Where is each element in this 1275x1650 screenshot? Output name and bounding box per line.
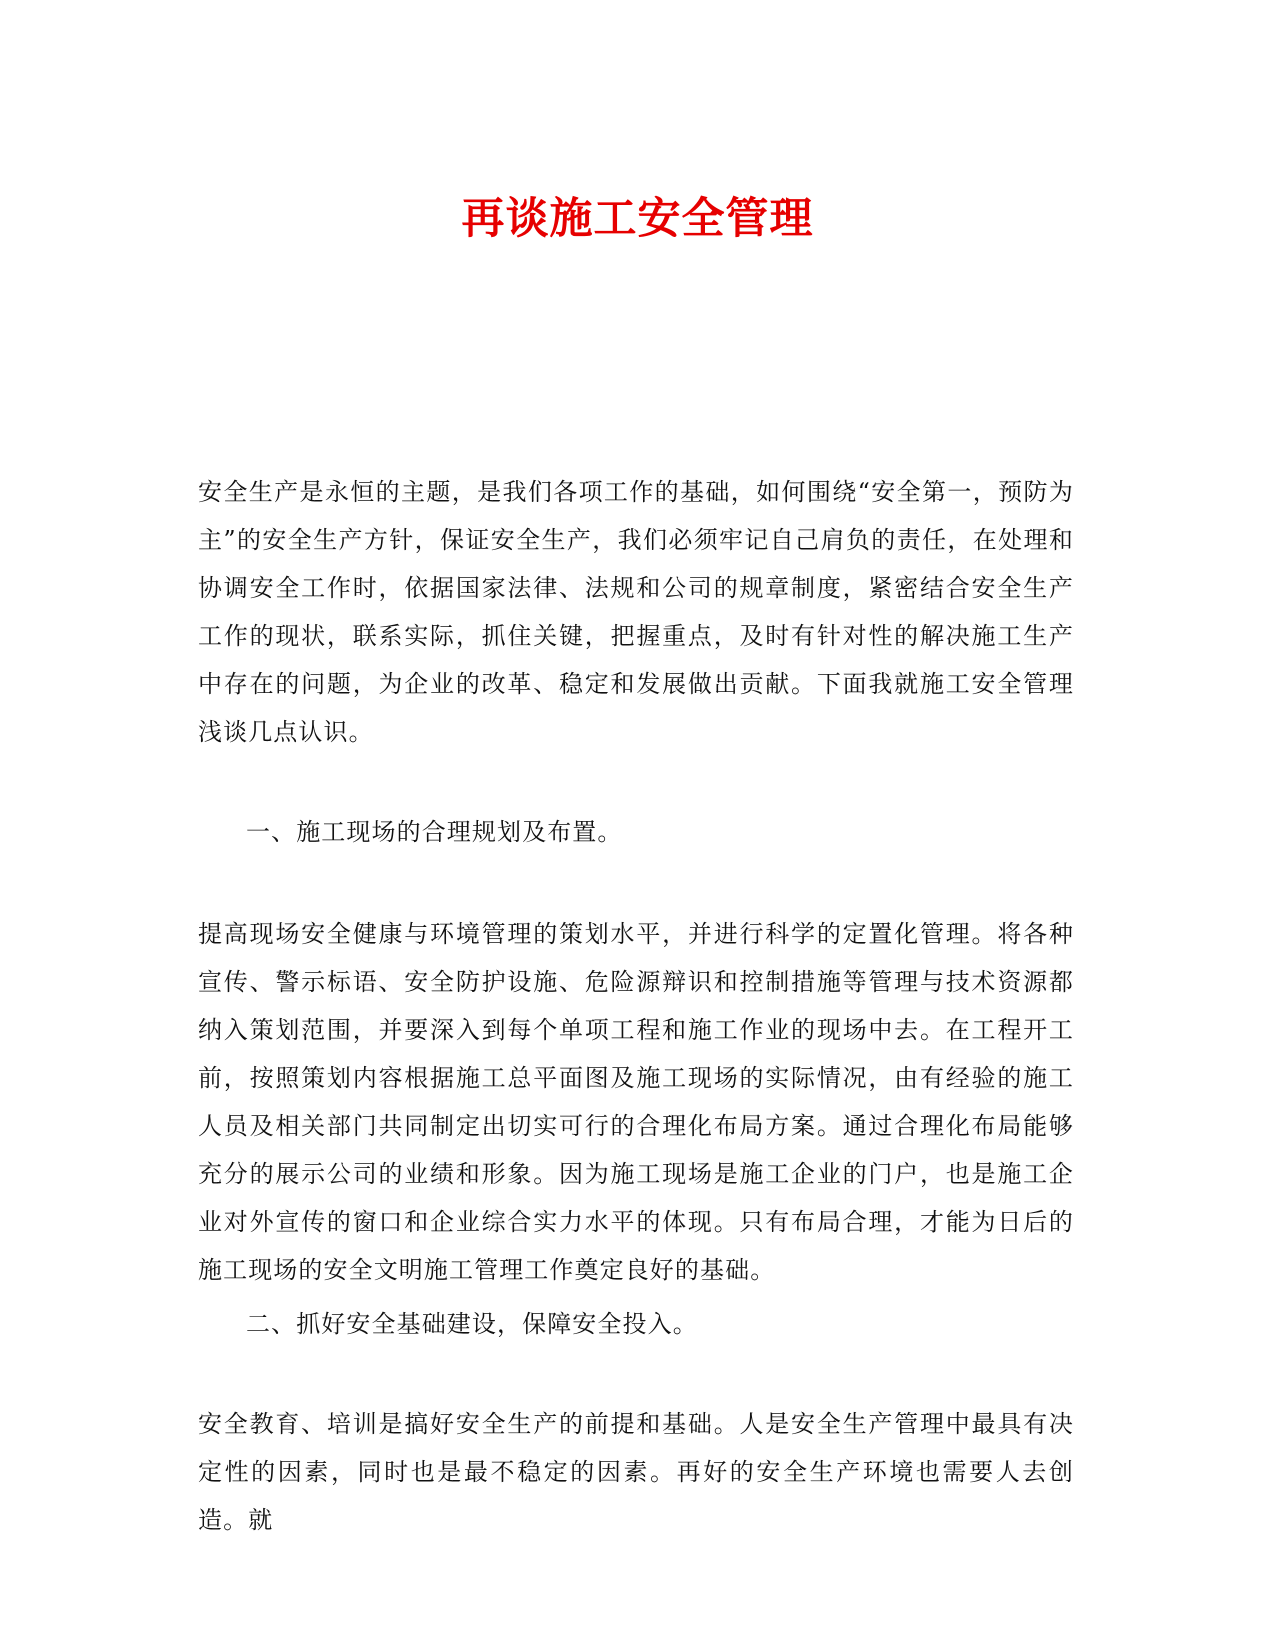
- section-heading-2: 二、抓好安全基础建设，保障安全投入。: [246, 1310, 698, 1338]
- section-paragraph-2: 安全教育、培训是搞好安全生产的前提和基础。人是安全生产管理中最具有决定性的因素，同时也是最不稳定的因素。再好的安全生产环境也需要人去创造。就: [198, 1410, 1074, 1534]
- section-paragraph-1: 提高现场安全健康与环境管理的策划水平，并进行科学的定置化管理。将各种宣传、警示标语、安全防护设施、危险源辩识和控制措施等管理与技术资源都纳入策划范围，并要深入到每个单项工程和施工作业的现场中去。在工程开工前，按照策划内容根据施工总平面图及施工现场的实际情况，由有经验的施工人员及相关部门共同制定出切实可行的合理化布局方案。通过合理化布局能够充分的展示公司的业绩和形象。因为施工现场是施工企业的门户，也是施工企业对外宣传的窗口和企业综合实力水平的体现。只有布局合理，才能为日后的施工现场的安全文明施工管理工作奠定良好的基础。: [198, 920, 1074, 1284]
- section-heading-1: 一、施工现场的合理规划及布置。: [246, 818, 623, 846]
- document-title: 再谈施工安全管理: [461, 193, 814, 244]
- intro-paragraph: 安全生产是永恒的主题，是我们各项工作的基础，如何围绕“安全第一，预防为主”的安全生产方针，保证安全生产，我们必须牢记自己肩负的责任，在处理和协调安全工作时，依据国家法律、法规和公司的规章制度，紧密结合安全生产工作的现状，联系实际，抓住关键，把握重点，及时有针对性的解决施工生产中存在的问题，为企业的改革、稳定和发展做出贡献。下面我就施工安全管理浅谈几点认识。: [198, 478, 1074, 746]
